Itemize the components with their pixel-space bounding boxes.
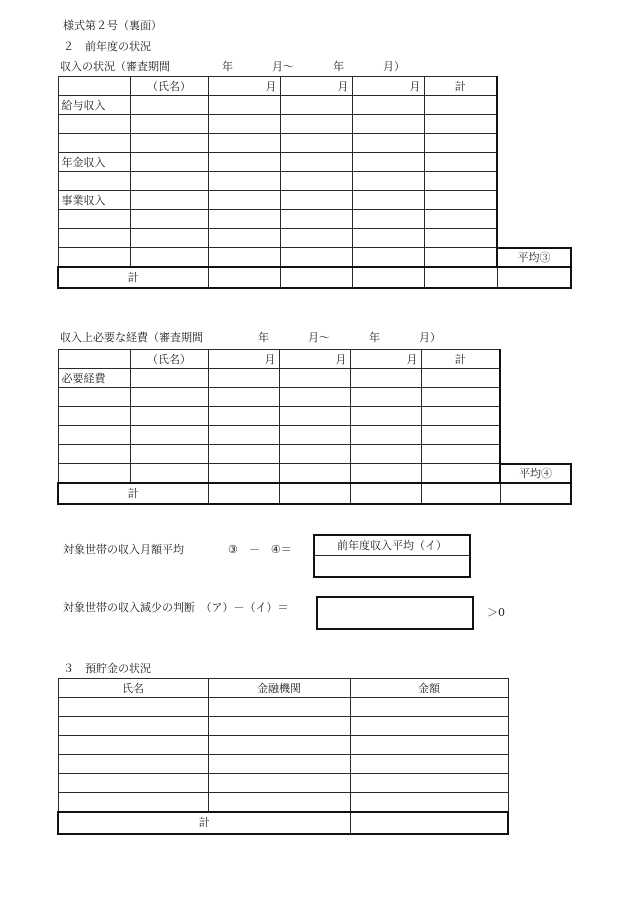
table-row <box>58 369 571 388</box>
table-row <box>58 134 571 153</box>
box-divider <box>315 555 469 556</box>
form-number: 様式第２号（裏面） <box>63 19 162 32</box>
income-month-2: 月） <box>383 60 405 73</box>
section-2-title: ２ 前年度の状況 <box>63 40 151 53</box>
income-year-1: 年 <box>222 60 233 73</box>
expense-month-2: 月） <box>419 331 441 344</box>
table-row <box>58 77 571 96</box>
savings-table <box>57 678 509 835</box>
income-table <box>57 76 572 289</box>
table-row <box>58 153 571 172</box>
table-row <box>58 191 571 210</box>
table-row <box>58 426 571 445</box>
col-month-header: 月 <box>208 350 279 369</box>
table-row <box>58 407 571 426</box>
category-business: 事業収入 <box>58 191 130 210</box>
col-month-header: 月 <box>279 350 350 369</box>
col-total-header: 計 <box>424 77 497 96</box>
expense-month-1: 月～ <box>308 331 330 344</box>
category-expense: 必要経費 <box>58 369 130 388</box>
income-month-1: 月～ <box>272 60 294 73</box>
income-total-label: 計 <box>58 267 208 288</box>
savings-total-label: 計 <box>58 812 350 834</box>
avg-formula: ③ － ④＝ <box>228 543 292 556</box>
col-month-header: 月 <box>208 77 280 96</box>
col-total-header: 計 <box>421 350 500 369</box>
col-month-header: 月 <box>352 77 424 96</box>
table-row <box>58 248 571 267</box>
expense-total-row <box>58 483 571 504</box>
col-name-header: （氏名） <box>130 77 208 96</box>
table-row <box>58 388 571 407</box>
category-pension: 年金収入 <box>58 153 130 172</box>
income-title: 収入の状況（審査期間 <box>60 60 170 73</box>
col-name-header: 氏名 <box>58 679 208 698</box>
table-row <box>58 210 571 229</box>
col-name-header: （氏名） <box>130 350 208 369</box>
table-row <box>58 755 508 774</box>
average-3-label: 平均③ <box>497 248 571 267</box>
col-month-header: 月 <box>280 77 352 96</box>
table-row <box>58 679 508 698</box>
col-month-header: 月 <box>350 350 421 369</box>
expense-total-label: 計 <box>58 483 208 504</box>
table-row <box>58 350 571 369</box>
table-row <box>58 96 571 115</box>
section-3-title: ３ 預貯金の状況 <box>63 662 151 675</box>
household-avg-label: 対象世帯の収入月額平均 <box>63 543 184 556</box>
table-row <box>58 445 571 464</box>
income-total-row <box>58 267 571 288</box>
table-row <box>58 793 508 812</box>
income-year-2: 年 <box>333 60 344 73</box>
table-row <box>58 717 508 736</box>
table-row <box>58 115 571 134</box>
table-row <box>58 464 571 483</box>
expense-year-1: 年 <box>258 331 269 344</box>
prev-year-avg-box[interactable] <box>313 534 471 578</box>
col-bank-header: 金融機関 <box>208 679 350 698</box>
greater-than-zero: ＞0 <box>487 606 505 619</box>
decrease-judgment-label: 対象世帯の収入減少の判断 （ア）－（イ）＝ <box>63 601 289 614</box>
col-amount-header: 金額 <box>350 679 508 698</box>
table-row <box>58 229 571 248</box>
table-row <box>58 774 508 793</box>
savings-total-row <box>58 812 508 834</box>
expense-table <box>57 349 572 505</box>
category-salary: 給与収入 <box>58 96 130 115</box>
table-row <box>58 172 571 191</box>
decrease-result-box[interactable] <box>316 596 474 630</box>
expense-title: 収入上必要な経費（審査期間 <box>60 331 203 344</box>
table-row <box>58 698 508 717</box>
prev-year-avg-label: 前年度収入平均（イ） <box>337 539 447 552</box>
table-row <box>58 736 508 755</box>
expense-year-2: 年 <box>369 331 380 344</box>
average-4-label: 平均④ <box>500 464 571 483</box>
